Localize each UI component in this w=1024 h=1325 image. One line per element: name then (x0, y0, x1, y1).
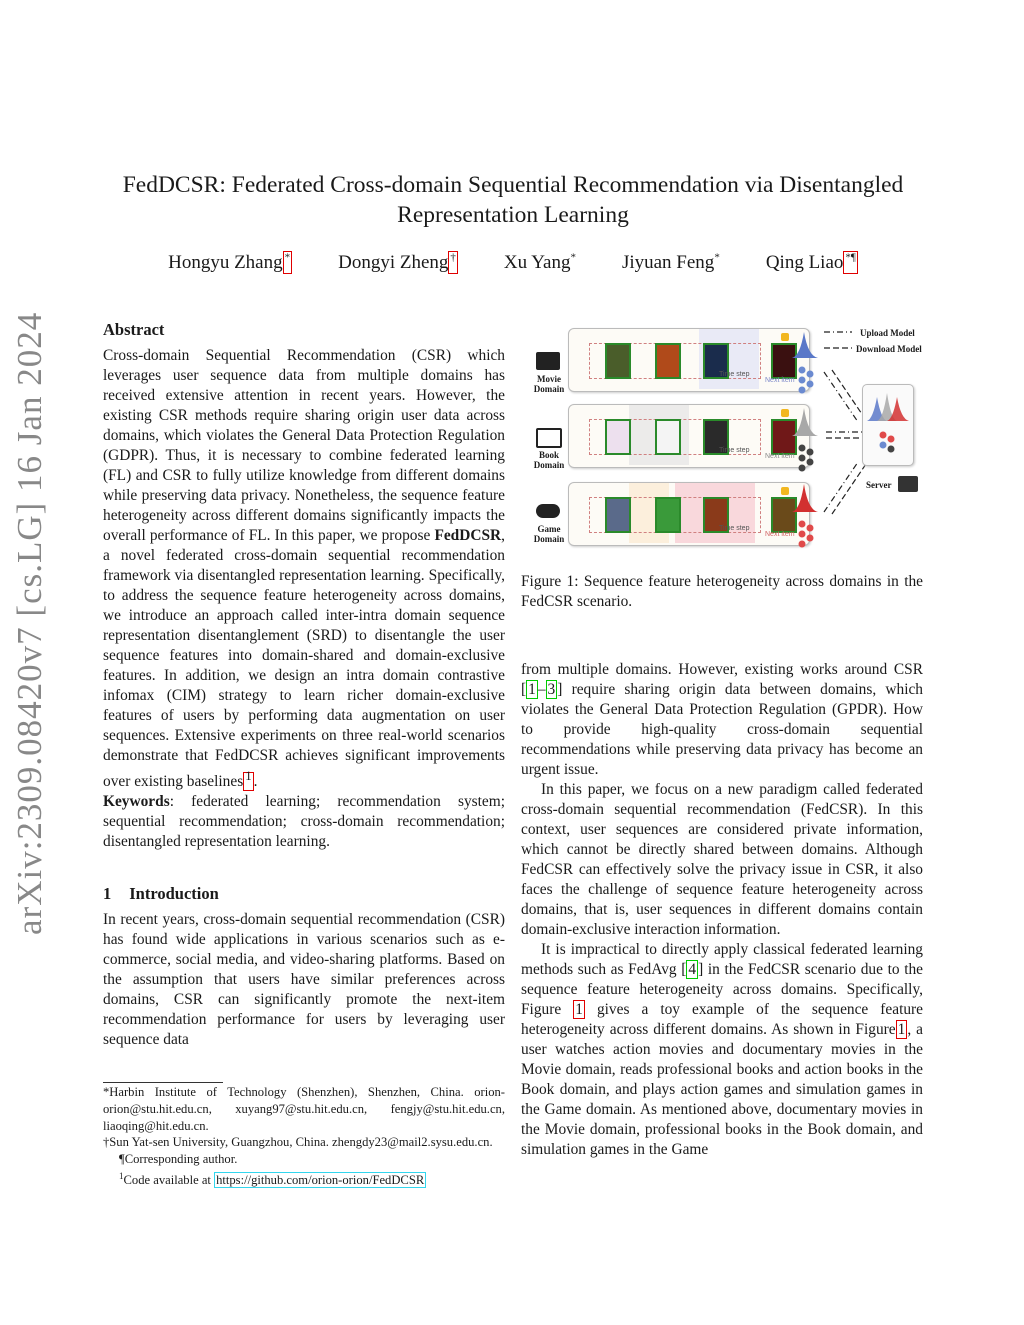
domain-label-movie: Movie Domain (533, 374, 565, 394)
domain-label-game: Game Domain (533, 524, 565, 544)
figure-1-caption: Figure 1: Sequence feature heterogeneity across domains in the FedCSR scenario. (521, 573, 923, 610)
author: Dongyi Zheng † (338, 251, 456, 273)
footnote-link[interactable]: 1 (245, 769, 252, 783)
author: Hongyu Zhang * (168, 251, 291, 273)
author: Jiyuan Feng* (621, 251, 720, 273)
legend-upload: Upload Model (860, 328, 915, 338)
server-model-box (862, 384, 914, 466)
footnotes: *Harbin Institute of Technology (Shenzhen), Shenzhen, China. orion-orion@stu.hit.edu.cn, xuyang97@stu.hit.edu.cn, fengjy@stu.hit.edu.cn, liaoqing@hit.edu.cn. †Sun Yat-sen University, Guangzhou, China. zhengdy23@mail2.sysu.edu.cn. ¶Corresponding author. $^1$Code available at https://github.com/orion-orion/FedDCSR (103, 1085, 505, 1188)
section-heading-introduction: 1 Introduction (103, 884, 219, 903)
server-icon (898, 476, 918, 492)
figure-1 (532, 322, 924, 554)
domain-label-book: Book Domain (533, 450, 565, 470)
paper-title: FedDCSR: Federated Cross-domain Sequential Recommendation via Disentangled Representation Learning (122, 172, 904, 228)
movie-icon (536, 352, 560, 370)
code-link[interactable]: https://github.com/orion-orion/FedDCSR (216, 1173, 425, 1188)
gamepad-icon (536, 504, 560, 518)
intro-paragraph-1: In recent years, cross-domain sequential recommendation (CSR) has found wide applications in various scenarios such as e-commerce, social media, and video-sharing platforms. Based on the assumption that users have similar preferences across domains, CSR can significantly promote the next-item recommendation performance for users by leveraging user sequence data (103, 911, 505, 1048)
arxiv-identifier: arXiv:2309.08420v7 [cs.LG] 16 Jan 2024 (10, 311, 49, 935)
author-list (100, 252, 926, 274)
footnote-rule (103, 1082, 223, 1083)
movie-sequence-panel: Time step Next item (568, 328, 810, 392)
book-sequence-panel: Time step Next item (568, 404, 810, 468)
game-sequence-panel: Time step Next item (568, 482, 810, 546)
figure-link[interactable]: 1 (575, 1001, 583, 1018)
intro-right-column: from multiple domains. However, existing works around CSR [ 1 – 3 ] require sharing origin data between domains, which violates the General Data Protection Regulation (GPDR). How to provide high-quality cross-domain sequential recommendations while preserving data privacy has become an urgent issue. In this paper, we focus on a new paradigm called federated cross-domain sequential recommendation (FedCSR). In this context, user sequences are considered private information, which cannot be directly shared between domains. Although FedCSR can effectively solve the privacy issue in CSR, it also faces the challenge of sequence feature heterogeneity across domains, that is, user sequences in different domains contain domain-exclusive interaction information. It is impractical to directly apply classical federated learning methods such as FedAvg [ 4 ] in the FedCSR scenario due to the sequence feature heterogeneity across domains. Specifically, Figure 1 gives a toy example of the sequence feature heterogeneity across different domains. As shown in Figure 1 , a user watches action movies and documentary movies in the Movie domain, reads professional books and action books in the Book domain, and plays action games and simulation games in the Game domain. As mentioned above, documentary movies in the Movie domain, professional books in the Book domain, and simulation games in the Game (521, 661, 924, 1158)
author: Qing Liao *¶ (765, 251, 856, 273)
citation-link[interactable]: 4 (688, 961, 697, 978)
abstract-body: Cross-domain Sequential Recommendation (CSR) which leverages user sequence data from multiple domains has received extensive attention in recent years. However, the existing CSR methods require sharing origin user data across domains, which violates the General Data Protection Regulation (GDPR). Thus, it is necessary to combine federated learning (FL) and CSR to fully utilize knowledge from different domains while preserving data privacy. Nonetheless, the sequence feature heterogeneity across different domains significantly impacts the overall performance of FL. In this paper, we propose FedDCSR, a novel federated cross-domain sequential recommendation framework via disentangled representation learning. Specifically, to address the sequence feature heterogeneity across domains, we introduce an approach called inter-intra domain sequence representation disentanglement (SRD) to disentangle the user sequence features into domain-shared and domain-exclusive features. In addition, we design an intra domain contrastive infomax (CIM) strategy to learn richer domain-exclusive features of users by performing data augmentation on user sequences. Extensive experiments on three real-world scenarios demonstrate that FedDCSR achieves significant improvements over existing baselines $^1$ . Keywords: federated learning; recommendation system; sequential recommendation; cross-domain recommendation; disentangled representation learning. (103, 347, 505, 851)
citation-link[interactable]: 3 (547, 681, 556, 698)
citation-link[interactable]: 1 (528, 681, 536, 698)
keywords-label: Keywords (103, 793, 170, 811)
server-label: Server (866, 480, 892, 490)
legend-download: Download Model (856, 344, 922, 354)
book-icon (536, 428, 562, 448)
abstract-heading: Abstract (103, 320, 165, 339)
figure-link[interactable]: 1 (897, 1021, 906, 1038)
author: Xu Yang* (503, 251, 576, 273)
